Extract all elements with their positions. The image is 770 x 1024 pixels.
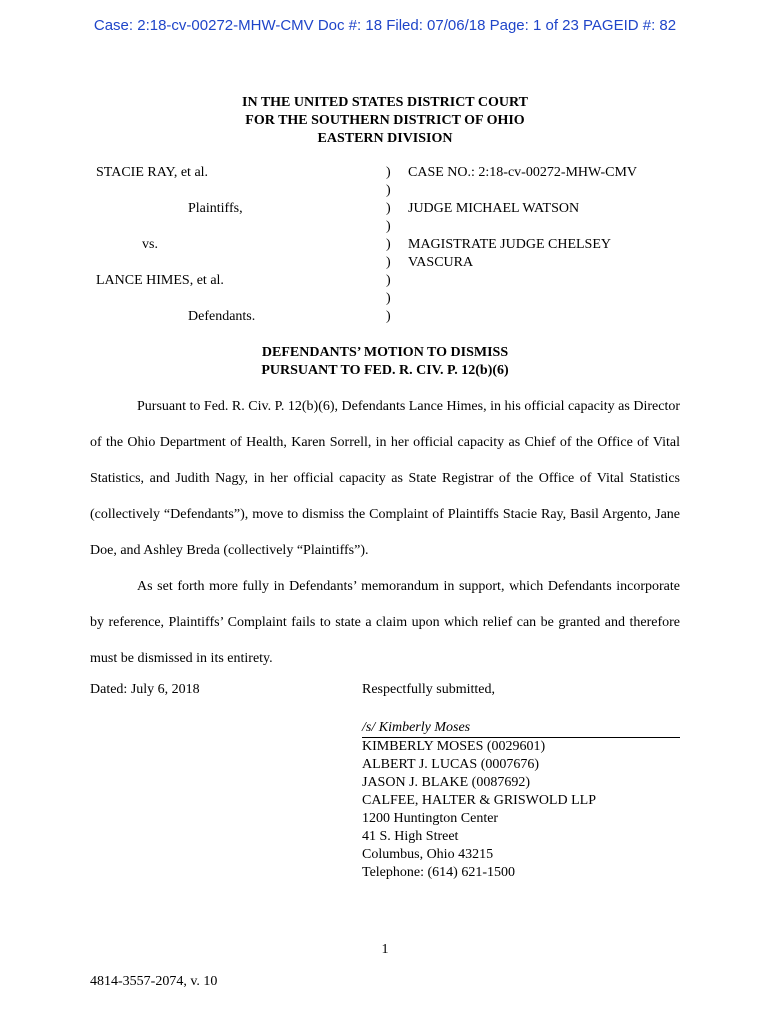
magistrate-line2: VASCURA	[408, 255, 474, 270]
signature-line: 1200 Huntington Center	[362, 811, 499, 826]
defendants-label: Defendants.	[188, 309, 256, 324]
respectfully-submitted: Respectfully submitted,	[362, 682, 495, 697]
electronic-signature: /s/ Kimberly Moses	[362, 719, 680, 738]
court-heading-line2: FOR THE SOUTHERN DISTRICT OF OHIO	[245, 113, 525, 128]
caption-paren: )	[386, 201, 391, 216]
judge-name: JUDGE MICHAEL WATSON	[408, 201, 580, 216]
caption-parties	[96, 164, 376, 326]
court-heading-line1: IN THE UNITED STATES DISTRICT COURT	[242, 95, 528, 110]
body-paragraph-2: As set forth more fully in Defendants’ memorandum in support, which Defendants incorporate by reference, Plaintiffs’ Complaint fails to state a claim upon which relief can be granted and therefore must be dismissed in its entirety.	[90, 579, 680, 666]
plaintiff-name: STACIE RAY, et al.	[96, 165, 209, 180]
body-paragraph-1: Pursuant to Fed. R. Civ. P. 12(b)(6), Defendants Lance Himes, in his official capacity as Director of the Ohio Department of Health, Karen Sorrell, in her official capacity as Chief of the Office of Vital Statistics, and Judith Nagy, in her official capacity as State Registrar of the Office of Vital Statistics (collectively “Defendants”), move to dismiss the Complaint of Plaintiffs Stacie Ray, Basil Argento, Jane Doe, and Ashley Breda (collectively “Plaintiffs”).	[90, 399, 680, 558]
caption-case-info	[408, 164, 728, 272]
court-heading	[0, 94, 770, 148]
caption-paren: )	[386, 291, 391, 306]
caption-paren: )	[386, 237, 391, 252]
caption-paren: )	[386, 309, 391, 324]
plaintiffs-label: Plaintiffs,	[188, 201, 243, 216]
motion-title-line2: PURSUANT TO FED. R. CIV. P. 12(b)(6)	[261, 363, 509, 378]
caption-paren: )	[386, 165, 391, 180]
caption-paren: )	[386, 219, 391, 234]
signature-line: Telephone: (614) 621-1500	[362, 865, 515, 880]
document-id: 4814-3557-2074, v. 10	[90, 974, 218, 989]
versus-label: vs.	[142, 237, 158, 252]
caption-paren: )	[386, 183, 391, 198]
court-heading-line3: EASTERN DIVISION	[317, 131, 453, 146]
page-number: 1	[381, 942, 389, 957]
signature-line: Columbus, Ohio 43215	[362, 847, 494, 862]
signature-line: ALBERT J. LUCAS (0007676)	[362, 757, 540, 772]
caption-paren: )	[386, 255, 391, 270]
defendant-name: LANCE HIMES, et al.	[96, 273, 224, 288]
signature-line: 41 S. High Street	[362, 829, 459, 844]
motion-title-line1: DEFENDANTS’ MOTION TO DISMISS	[261, 345, 509, 360]
signature-line: JASON J. BLAKE (0087692)	[362, 775, 530, 790]
signature-line: CALFEE, HALTER & GRISWOLD LLP	[362, 793, 596, 808]
signature-line: KIMBERLY MOSES (0029601)	[362, 739, 546, 754]
case-header-stamp: Case: 2:18-cv-00272-MHW-CMV Doc #: 18 Filed: 07/06/18 Page: 1 of 23 PAGEID #: 82	[93, 17, 677, 34]
caption-paren-column	[386, 164, 396, 326]
caption-paren: )	[386, 273, 391, 288]
magistrate-line1: MAGISTRATE JUDGE CHELSEY	[408, 237, 611, 252]
motion-title	[0, 344, 770, 380]
case-number: CASE NO.: 2:18-cv-00272-MHW-CMV	[408, 165, 638, 180]
date-line: Dated: July 6, 2018	[90, 682, 200, 697]
signature-block	[362, 719, 680, 882]
